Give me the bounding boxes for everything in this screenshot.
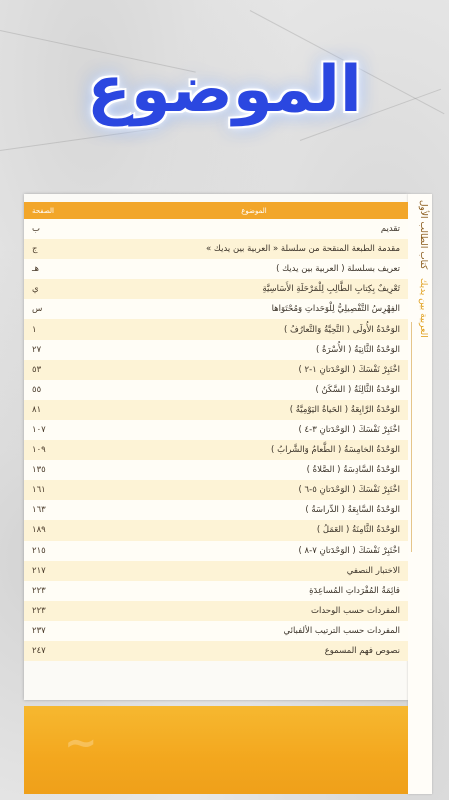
toc-body <box>24 219 408 661</box>
toc-entry-page: ٨١ <box>24 400 100 420</box>
toc-entry-title: اخْتَبِرْ نَفْسَكَ ( الوَحْدَتانِ ٣-٤ ) <box>100 420 408 440</box>
toc-entry-page: ٢١٧ <box>24 561 100 581</box>
toc-entry-title: الاختبار النصفي <box>100 561 408 581</box>
toc-header-page: الصفحة <box>24 202 100 219</box>
toc-entry-page: س <box>24 299 100 319</box>
toc-entry-page: ١٠٩ <box>24 440 100 460</box>
toc-entry-title: قائِمَةُ المُفْرَداتِ المُساعِدَةِ <box>100 581 408 601</box>
toc-entry-page: ٢٢٣ <box>24 581 100 601</box>
table-row <box>24 420 408 440</box>
table-row <box>24 641 408 661</box>
toc-entry-title: الوَحْدَةُ الرَّابِعَةُ ( الحَياةُ اليَوْمِيَّةُ ) <box>100 400 408 420</box>
table-row <box>24 340 408 360</box>
decorative-motif: ~ <box>64 720 98 766</box>
toc-entry-page: ٢٢٣ <box>24 601 100 621</box>
table-row <box>24 581 408 601</box>
toc-entry-page: ٢١٥ <box>24 541 100 561</box>
toc-entry-page: ١٦٣ <box>24 500 100 520</box>
table-row <box>24 279 408 299</box>
toc-entry-title: الفِهْرِسُ التَّفْصِيلِيُّ لِلْوَحَداتِ وَمُحْتَوَاها <box>100 299 408 319</box>
toc-entry-title: المفردات حسب الوحدات <box>100 601 408 621</box>
table-row <box>24 400 408 420</box>
table-row <box>24 319 408 339</box>
toc-entry-title: الوَحْدَةُ الثَّالِثَةُ ( السَّكَنُ ) <box>100 380 408 400</box>
table-row <box>24 460 408 480</box>
table-row <box>24 480 408 500</box>
toc-entry-page: ٢٧ <box>24 340 100 360</box>
table-row <box>24 621 408 641</box>
spine-book: كتاب الطالب الأول <box>418 200 428 270</box>
toc-entry-page: ١٦١ <box>24 480 100 500</box>
table-row <box>24 541 408 561</box>
toc-entry-page: ج <box>24 239 100 259</box>
bottom-color-band <box>24 706 408 794</box>
spine-series: العربية بين يديك <box>418 278 428 338</box>
toc-entry-title: اخْتَبِرْ نَفْسَكَ ( الوَحْدَتانِ ٧-٨ ) <box>100 541 408 561</box>
toc-entry-page: ١٣٥ <box>24 460 100 480</box>
table-row <box>24 239 408 259</box>
table-row <box>24 219 408 239</box>
toc-entry-title: تقديم <box>100 219 408 239</box>
table-of-contents <box>24 202 408 661</box>
toc-entry-title: الوَحْدَةُ الثَّانِيَةُ ( الأُسْرَةُ ) <box>100 340 408 360</box>
table-row <box>24 601 408 621</box>
toc-header-row <box>24 202 408 219</box>
table-row <box>24 520 408 540</box>
spine-text <box>412 200 428 338</box>
table-row <box>24 360 408 380</box>
toc-entry-page: ٢٣٧ <box>24 621 100 641</box>
toc-entry-page: ١٠٧ <box>24 420 100 440</box>
toc-entry-page: ١ <box>24 319 100 339</box>
table-row <box>24 561 408 581</box>
toc-header-title: الموضوع <box>100 202 408 219</box>
toc-entry-title: مقدمة الطبعة المنقحة من سلسلة « العربية بين يديك » <box>100 239 408 259</box>
toc-entry-title: تعريف بسلسلة ( العربية بين يديك ) <box>100 259 408 279</box>
toc-entry-title: تَعْرِيفٌ بِكِتابِ الطَّالِبِ لِلْمَرْحَلَةِ الأَسَاسِيَّةِ <box>100 279 408 299</box>
toc-entry-title: الوَحْدَةُ السَّابِعَةُ ( الدِّراسَةُ ) <box>100 500 408 520</box>
marble-vein <box>0 128 159 151</box>
table-row <box>24 380 408 400</box>
spine-rule <box>411 322 412 552</box>
toc-entry-title: الوَحْدَةُ السَّادِسَةُ ( الصَّلاةُ ) <box>100 460 408 480</box>
toc-entry-title: الوَحْدَةُ الأُولَى ( التَّحِيَّةُ وَالتَّعارُفُ ) <box>100 319 408 339</box>
toc-entry-title: الوَحْدَةُ الثَّامِنَةُ ( العَمَلُ ) <box>100 520 408 540</box>
toc-entry-title: المفردات حسب الترتيب الألفبائي <box>100 621 408 641</box>
toc-entry-page: ب <box>24 219 100 239</box>
banner-title: الموضوع <box>87 53 362 127</box>
toc-entry-page: ٥٣ <box>24 360 100 380</box>
toc-entry-title: اخْتَبِرْ نَفْسَكَ ( الوَحْدَتانِ ٥-٦ ) <box>100 480 408 500</box>
table-row <box>24 500 408 520</box>
book-spine <box>408 194 432 794</box>
banner <box>0 50 449 130</box>
toc-entry-title: الوَحْدَةُ الخامِسَةُ ( الطَّعامُ وَالشَّرابُ ) <box>100 440 408 460</box>
toc-entry-page: ١٨٩ <box>24 520 100 540</box>
toc-entry-title: نصوص فهم المسموع <box>100 641 408 661</box>
table-row <box>24 259 408 279</box>
table-row <box>24 299 408 319</box>
toc-entry-page: ٢٤٧ <box>24 641 100 661</box>
toc-entry-page: هـ <box>24 259 100 279</box>
table-row <box>24 440 408 460</box>
toc-entry-title: اخْتَبِرْ نَفْسَكَ ( الوَحْدَتانِ ١-٢ ) <box>100 360 408 380</box>
toc-entry-page: ٥٥ <box>24 380 100 400</box>
toc-entry-page: ي <box>24 279 100 299</box>
